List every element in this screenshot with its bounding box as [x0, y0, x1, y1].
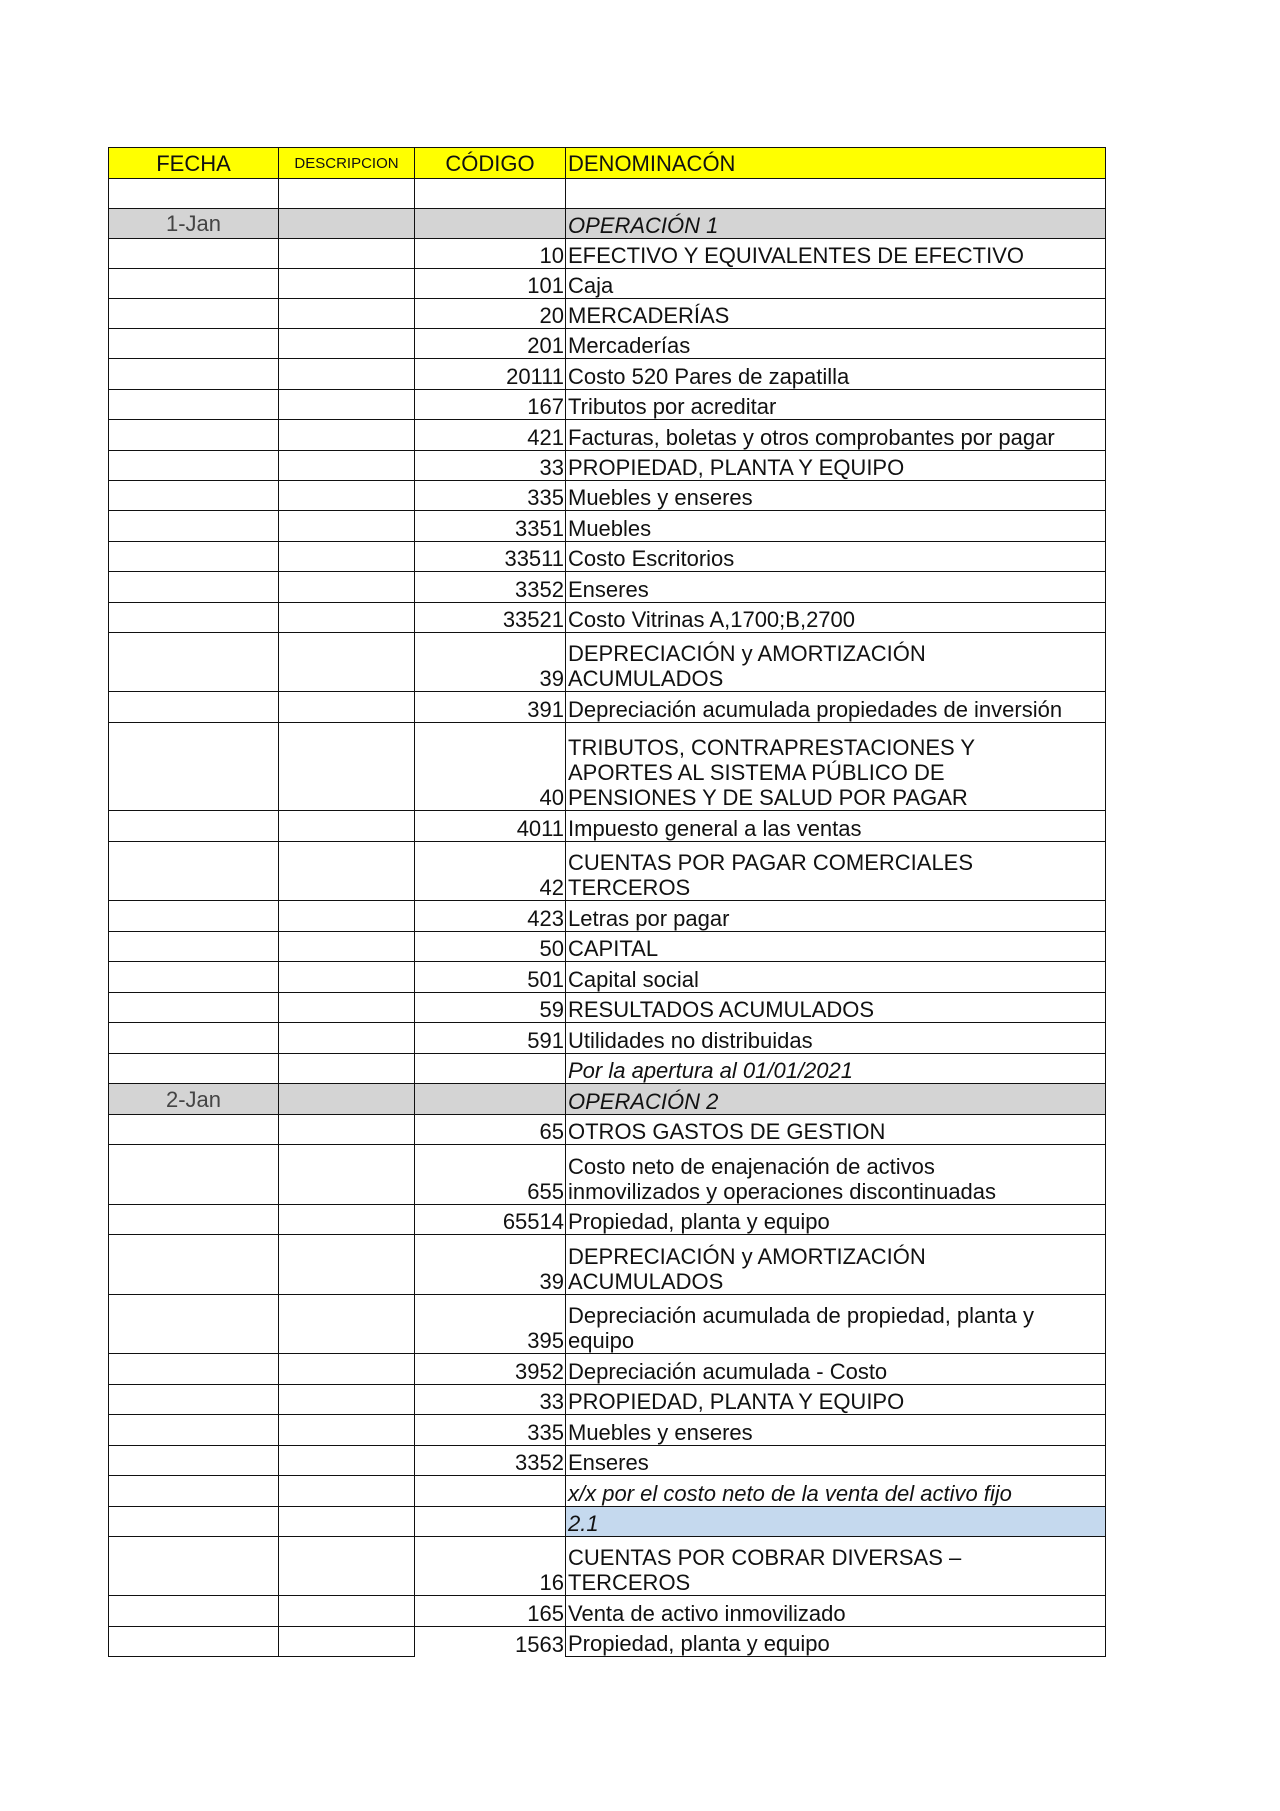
codigo-cell[interactable]: 42	[415, 842, 566, 901]
codigo-cell[interactable]: 33511	[415, 542, 566, 572]
table-row	[109, 811, 1106, 842]
fecha-cell[interactable]	[109, 633, 279, 692]
denominacion-cell[interactable]: Propiedad, planta y equipo	[566, 1205, 1106, 1235]
descripcion-cell[interactable]	[279, 1446, 415, 1476]
descripcion-cell[interactable]	[279, 1476, 415, 1507]
denominacion-cell[interactable]: TRIBUTOS, CONTRAPRESTACIONES Y APORTES AL SISTEMA PÚBLICO DE PENSIONES Y DE SALUD POR PAGAR	[566, 723, 1106, 811]
descripcion-cell[interactable]	[279, 179, 415, 209]
descripcion-cell[interactable]	[279, 842, 415, 901]
table-row	[109, 1295, 1106, 1354]
denominacion-cell[interactable]: CUENTAS POR PAGAR COMERCIALES TERCEROS	[566, 842, 1106, 901]
header-descripcion[interactable]: DESCRIPCION	[279, 148, 415, 179]
fecha-cell[interactable]	[109, 932, 279, 962]
table-row	[109, 1385, 1106, 1415]
fecha-cell[interactable]	[109, 1537, 279, 1596]
table-row	[109, 1596, 1106, 1627]
descripcion-cell[interactable]	[279, 511, 415, 542]
descripcion-cell[interactable]	[279, 359, 415, 390]
codigo-cell[interactable]: 335	[415, 1415, 566, 1446]
header-row	[109, 148, 1106, 179]
descripcion-cell[interactable]	[279, 1235, 415, 1295]
table-row	[109, 692, 1106, 723]
fecha-cell[interactable]	[109, 1476, 279, 1507]
descripcion-cell[interactable]	[279, 811, 415, 842]
table-row	[109, 572, 1106, 603]
codigo-cell[interactable]: 165	[415, 1596, 566, 1627]
denominacion-cell[interactable]: PROPIEDAD, PLANTA Y EQUIPO	[566, 1385, 1106, 1415]
codigo-cell[interactable]: 20111	[415, 359, 566, 390]
operation-row	[109, 209, 1106, 239]
descripcion-cell[interactable]	[279, 1354, 415, 1385]
table-row	[109, 842, 1106, 901]
fecha-cell[interactable]	[109, 390, 279, 420]
table-row	[109, 1115, 1106, 1145]
codigo-cell[interactable]: 167	[415, 390, 566, 420]
codigo-cell[interactable]: 20	[415, 299, 566, 329]
table-row	[109, 993, 1106, 1023]
denominacion-cell[interactable]: OTROS GASTOS DE GESTION	[566, 1115, 1106, 1145]
denominacion-cell[interactable]	[566, 179, 1106, 209]
table-row	[109, 299, 1106, 329]
denominacion-cell[interactable]: Tributos por acreditar	[566, 390, 1106, 420]
table-row	[109, 239, 1106, 269]
fecha-cell[interactable]	[109, 811, 279, 842]
denominacion-cell[interactable]: Costo Escritorios	[566, 542, 1106, 572]
descripcion-cell[interactable]	[279, 1415, 415, 1446]
journal-body	[109, 148, 1106, 1657]
codigo-cell[interactable]	[415, 1084, 566, 1115]
codigo-cell[interactable]: 1563	[415, 1627, 566, 1657]
denominacion-cell[interactable]: Venta de activo inmovilizado	[566, 1596, 1106, 1627]
descripcion-cell[interactable]	[279, 1295, 415, 1354]
fecha-cell[interactable]	[109, 481, 279, 511]
fecha-cell[interactable]	[109, 1596, 279, 1627]
descripcion-cell[interactable]	[279, 481, 415, 511]
codigo-cell[interactable]	[415, 209, 566, 239]
denominacion-cell[interactable]: Enseres	[566, 572, 1106, 603]
codigo-cell[interactable]: 33	[415, 1385, 566, 1415]
header-fecha[interactable]: FECHA	[109, 148, 279, 179]
descripcion-cell[interactable]	[279, 390, 415, 420]
descripcion-cell[interactable]	[279, 209, 415, 239]
denominacion-cell[interactable]: 2.1	[566, 1507, 1106, 1537]
descripcion-cell[interactable]	[279, 542, 415, 572]
codigo-cell[interactable]: 591	[415, 1023, 566, 1054]
denominacion-cell[interactable]: Costo neto de enajenación de activos inmovilizados y operaciones discontinuadas	[566, 1145, 1106, 1205]
denominacion-cell[interactable]: Mercaderías	[566, 329, 1106, 359]
table-row	[109, 1537, 1106, 1596]
fecha-cell[interactable]	[109, 1507, 279, 1537]
denominacion-cell[interactable]: Costo Vitrinas A,1700;B,2700	[566, 603, 1106, 633]
descripcion-cell[interactable]	[279, 269, 415, 299]
fecha-cell[interactable]	[109, 179, 279, 209]
table-row	[109, 1145, 1106, 1205]
denominacion-cell[interactable]: DEPRECIACIÓN y AMORTIZACIÓN ACUMULADOS	[566, 633, 1106, 692]
descripcion-cell[interactable]	[279, 1115, 415, 1145]
descripcion-cell[interactable]	[279, 329, 415, 359]
denominacion-cell[interactable]: OPERACIÓN 2	[566, 1084, 1106, 1115]
codigo-cell[interactable]: 65	[415, 1115, 566, 1145]
table-row	[109, 1023, 1106, 1054]
denominacion-cell[interactable]: Enseres	[566, 1446, 1106, 1476]
descripcion-cell[interactable]	[279, 420, 415, 451]
table-row	[109, 1446, 1106, 1476]
descripcion-cell[interactable]	[279, 239, 415, 269]
table-row	[109, 1507, 1106, 1537]
table-row	[109, 179, 1106, 209]
fecha-cell[interactable]	[109, 901, 279, 932]
table-row	[109, 481, 1106, 511]
denominacion-cell[interactable]: RESULTADOS ACUMULADOS	[566, 993, 1106, 1023]
codigo-cell[interactable]: 33521	[415, 603, 566, 633]
table-row	[109, 1235, 1106, 1295]
fecha-cell[interactable]	[109, 542, 279, 572]
table-row	[109, 603, 1106, 633]
table-row	[109, 1205, 1106, 1235]
fecha-cell[interactable]	[109, 1415, 279, 1446]
descripcion-cell[interactable]	[279, 572, 415, 603]
table-row	[109, 901, 1106, 932]
denominacion-cell[interactable]: Muebles y enseres	[566, 1415, 1106, 1446]
fecha-cell[interactable]	[109, 993, 279, 1023]
codigo-cell[interactable]	[415, 1054, 566, 1084]
fecha-cell[interactable]: 1-Jan	[109, 209, 279, 239]
fecha-cell[interactable]	[109, 359, 279, 390]
fecha-cell[interactable]	[109, 1145, 279, 1205]
codigo-cell[interactable]: 3952	[415, 1354, 566, 1385]
codigo-cell[interactable]: 3352	[415, 1446, 566, 1476]
table-row	[109, 420, 1106, 451]
denominacion-cell[interactable]: Por la apertura al 01/01/2021	[566, 1054, 1106, 1084]
table-row	[109, 390, 1106, 420]
descripcion-cell[interactable]	[279, 1145, 415, 1205]
descripcion-cell[interactable]	[279, 962, 415, 993]
descripcion-cell[interactable]	[279, 1596, 415, 1627]
denominacion-cell[interactable]: Facturas, boletas y otros comprobantes por pagar	[566, 420, 1106, 451]
denominacion-cell[interactable]: EFECTIVO Y EQUIVALENTES DE EFECTIVO	[566, 239, 1106, 269]
codigo-cell[interactable]: 101	[415, 269, 566, 299]
codigo-cell[interactable]: 391	[415, 692, 566, 723]
fecha-cell[interactable]	[109, 1385, 279, 1415]
table-row	[109, 359, 1106, 390]
codigo-cell[interactable]: 501	[415, 962, 566, 993]
codigo-cell[interactable]: 3351	[415, 511, 566, 542]
table-row	[109, 723, 1106, 811]
codigo-cell[interactable]: 59	[415, 993, 566, 1023]
codigo-cell[interactable]: 655	[415, 1145, 566, 1205]
descripcion-cell[interactable]	[279, 723, 415, 811]
fecha-cell[interactable]	[109, 1054, 279, 1084]
denominacion-cell[interactable]: Depreciación acumulada de propiedad, planta y equipo	[566, 1295, 1106, 1354]
codigo-cell[interactable]: 4011	[415, 811, 566, 842]
codigo-cell[interactable]	[415, 179, 566, 209]
table-row	[109, 633, 1106, 692]
denominacion-cell[interactable]: OPERACIÓN 1	[566, 209, 1106, 239]
descripcion-cell[interactable]	[279, 993, 415, 1023]
descripcion-cell[interactable]	[279, 1627, 415, 1657]
fecha-cell[interactable]	[109, 962, 279, 993]
denominacion-cell[interactable]: DEPRECIACIÓN y AMORTIZACIÓN ACUMULADOS	[566, 1235, 1106, 1295]
fecha-cell[interactable]	[109, 1295, 279, 1354]
denominacion-cell[interactable]: Utilidades no distribuidas	[566, 1023, 1106, 1054]
accounting-journal-table	[108, 147, 1106, 1657]
denominacion-cell[interactable]: PROPIEDAD, PLANTA Y EQUIPO	[566, 451, 1106, 481]
codigo-cell[interactable]: 3352	[415, 572, 566, 603]
denominacion-cell[interactable]: Propiedad, planta y equipo	[566, 1627, 1106, 1657]
denominacion-cell[interactable]: Letras por pagar	[566, 901, 1106, 932]
descripcion-cell[interactable]	[279, 932, 415, 962]
descripcion-cell[interactable]	[279, 1023, 415, 1054]
descripcion-cell[interactable]	[279, 299, 415, 329]
fecha-cell[interactable]	[109, 572, 279, 603]
fecha-cell[interactable]	[109, 329, 279, 359]
table-row	[109, 1415, 1106, 1446]
fecha-cell[interactable]	[109, 269, 279, 299]
fecha-cell[interactable]	[109, 692, 279, 723]
denominacion-cell[interactable]: Depreciación acumulada propiedades de inversión	[566, 692, 1106, 723]
descripcion-cell[interactable]	[279, 1084, 415, 1115]
codigo-cell[interactable]: 421	[415, 420, 566, 451]
denominacion-cell[interactable]: Muebles y enseres	[566, 481, 1106, 511]
table-row	[109, 451, 1106, 481]
fecha-cell[interactable]	[109, 511, 279, 542]
denominacion-cell[interactable]: CAPITAL	[566, 932, 1106, 962]
codigo-cell[interactable]: 39	[415, 633, 566, 692]
codigo-cell[interactable]: 39	[415, 1235, 566, 1295]
denominacion-cell[interactable]: x/x por el costo neto de la venta del activo fijo	[566, 1476, 1106, 1507]
table-row	[109, 1354, 1106, 1385]
fecha-cell[interactable]	[109, 1115, 279, 1145]
fecha-cell[interactable]	[109, 1235, 279, 1295]
codigo-cell[interactable]: 10	[415, 239, 566, 269]
denominacion-cell[interactable]: Costo 520 Pares de zapatilla	[566, 359, 1106, 390]
table-row	[109, 511, 1106, 542]
denominacion-cell[interactable]: Muebles	[566, 511, 1106, 542]
denominacion-cell[interactable]: MERCADERÍAS	[566, 299, 1106, 329]
table-row	[109, 329, 1106, 359]
fecha-cell[interactable]: 2-Jan	[109, 1084, 279, 1115]
fecha-cell[interactable]	[109, 1446, 279, 1476]
descripcion-cell[interactable]	[279, 603, 415, 633]
table-row	[109, 269, 1106, 299]
fecha-cell[interactable]	[109, 239, 279, 269]
codigo-cell[interactable]: 65514	[415, 1205, 566, 1235]
descripcion-cell[interactable]	[279, 1537, 415, 1596]
fecha-cell[interactable]	[109, 603, 279, 633]
descripcion-cell[interactable]	[279, 1385, 415, 1415]
fecha-cell[interactable]	[109, 1205, 279, 1235]
denominacion-cell[interactable]: Capital social	[566, 962, 1106, 993]
descripcion-cell[interactable]	[279, 1507, 415, 1537]
fecha-cell[interactable]	[109, 723, 279, 811]
fecha-cell[interactable]	[109, 1627, 279, 1657]
denominacion-cell[interactable]: Depreciación acumulada - Costo	[566, 1354, 1106, 1385]
descripcion-cell[interactable]	[279, 901, 415, 932]
codigo-cell[interactable]	[415, 1476, 566, 1507]
denominacion-cell[interactable]: Impuesto general a las ventas	[566, 811, 1106, 842]
table-row	[109, 1627, 1106, 1657]
fecha-cell[interactable]	[109, 299, 279, 329]
table-row	[109, 962, 1106, 993]
codigo-cell[interactable]: 395	[415, 1295, 566, 1354]
codigo-cell[interactable]: 50	[415, 932, 566, 962]
codigo-cell[interactable]: 16	[415, 1537, 566, 1596]
fecha-cell[interactable]	[109, 420, 279, 451]
codigo-cell[interactable]: 33	[415, 451, 566, 481]
table-row	[109, 932, 1106, 962]
fecha-cell[interactable]	[109, 451, 279, 481]
codigo-cell[interactable]: 40	[415, 723, 566, 811]
denominacion-cell[interactable]: Caja	[566, 269, 1106, 299]
denominacion-cell[interactable]: CUENTAS POR COBRAR DIVERSAS – TERCEROS	[566, 1537, 1106, 1596]
descripcion-cell[interactable]	[279, 633, 415, 692]
codigo-cell[interactable]	[415, 1507, 566, 1537]
descripcion-cell[interactable]	[279, 692, 415, 723]
table-row	[109, 542, 1106, 572]
table-row	[109, 1476, 1106, 1507]
header-codigo[interactable]: CÓDIGO	[415, 148, 566, 179]
descripcion-cell[interactable]	[279, 1205, 415, 1235]
fecha-cell[interactable]	[109, 842, 279, 901]
codigo-cell[interactable]: 201	[415, 329, 566, 359]
header-denominacion[interactable]: DENOMINACÓN	[566, 148, 1106, 179]
fecha-cell[interactable]	[109, 1023, 279, 1054]
codigo-cell[interactable]: 423	[415, 901, 566, 932]
codigo-cell[interactable]: 335	[415, 481, 566, 511]
descripcion-cell[interactable]	[279, 1054, 415, 1084]
operation-row	[109, 1084, 1106, 1115]
descripcion-cell[interactable]	[279, 451, 415, 481]
fecha-cell[interactable]	[109, 1354, 279, 1385]
table-row	[109, 1054, 1106, 1084]
